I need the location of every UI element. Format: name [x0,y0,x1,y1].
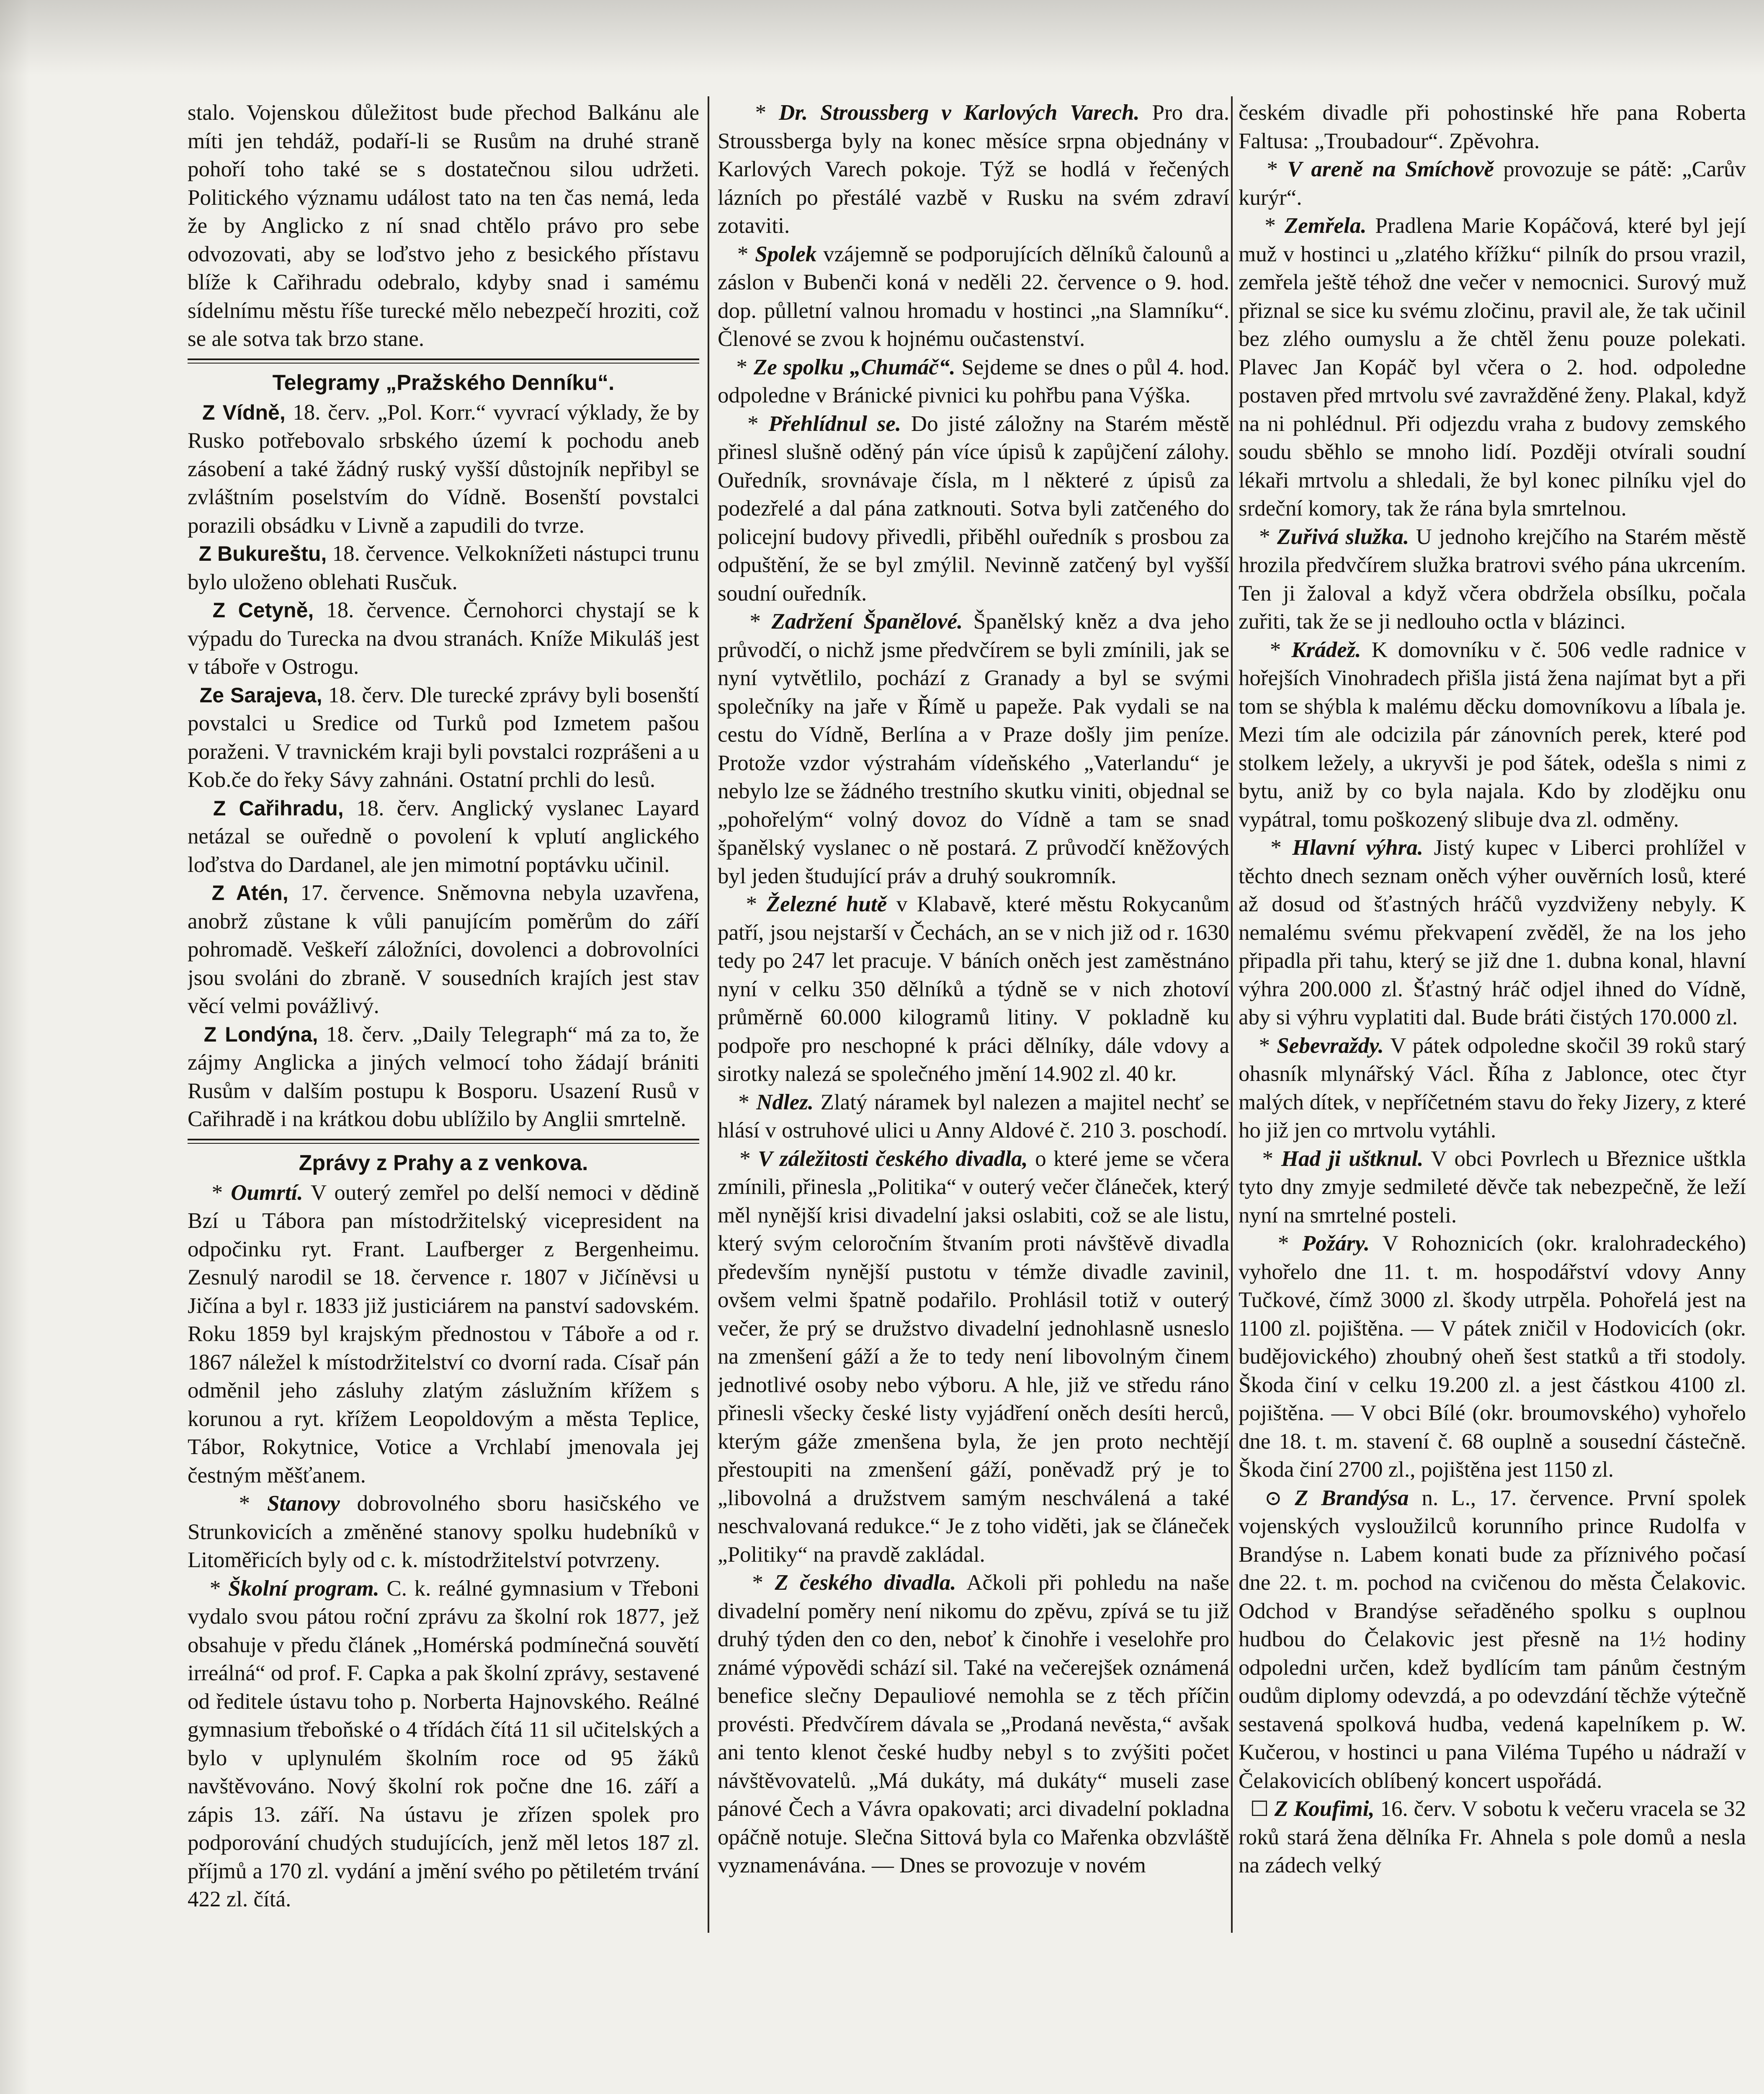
news-text: Pradlena Marie Kopáčová, které byl její muž v hostinci u „zlatého křížku“ pilník do prsou vrazil, zemřela ještě téhož dne večer v nemocnici. Surový muž přiznal se sice ku svému zločinu, pravil ale, že tak učinil bez zlého oumyslu a že chtěl ženu pouze polekati. Plavec Jan Kopáč byl včera o 2. hod. odpoledne postaven před mrtvolu své zavražděné ženy. Plakal, když na ni pohlédnul. Při odjezdu vraha z budovy zemského soudu sběhlo se mnoho lidí. Později otvírali soudní lékaři mrtvolu a shledali, že byl konec pilníku vjel do srdeční komory, tak že rána byla smrtelnou. [1239,214,1746,521]
telegram-item [188,1021,699,1134]
item-mark-icon: ⊙ [1264,1486,1295,1510]
news-item: * Požáry. V Rohoznicích (okr. kralohradeckého) vyhořelo dne 11. t. m. hospodářství vdovy Anny Tučkové, čímž 3000 zl. škody utrpěla. Pohořelá jest na 1100 zl. pojištěna. — V pátek zničil v Hodovicích (okr. budějovického) zhoubný oheň šest statků a tři stodoly. Škoda činí v celku 19.200 zl. a jest částkou 4100 zl. pojištěna. — V obci Bílé (okr. broumovského) vyhořelo dne 18. t. m. stavení č. 68 ouplně a sousední částečně. Škoda činí 2700 zl., pojištěna jest 1150 zl. [1239,1231,1746,1482]
news-item: * Zemřela. Pradlena Marie Kopáčová, které byl její muž v hostinci u „zlatého křížku“ pilník do prsou vrazil, zemřela ještě téhož dne večer v nemocnici. Surový muž přiznal se sice ku svému zločinu, pravil ale, že tak učinil bez zlého oumyslu a že chtěl ženu pouze polekati. Plavec Jan Kopáč byl včera o 2. hod. odpoledne postaven před mrtvolu své zavražděné ženy. Plakal, když na ni pohlédnul. Při odjezdu vraha z budovy zemského soudu sběhlo se mnoho lidí. Později otvírali soudní lékaři mrtvolu a shledali, že byl konec pilníku vjel do srdeční komory, tak že rána byla smrtelnou. [1239,214,1746,521]
news-item [1239,1484,1746,1795]
item-mark-icon: ☐ [1250,1797,1275,1821]
news-item: * Oumrtí. V outerý zemřel po delší nemoci v dědině Bzí u Tábora pan místodržitelský vicepresident na odpočinku ryt. Frant. Laufberger z Bergenheimu. Zesnulý narodil se 18. července r. 1807 v Jičíněvsi u Jičína a byl r. 1833 již justiciárem na panství sadovském. Roku 1859 byl krajským přednostou v Táboře a od r. 1867 náležel k místodržitelství co dvorní rada. Císař pán odměnil jeho zásluhy zlatým záslužním křížem s korunou a ryt. křížem Leopoldovým a města Teplice, Tábor, Rokytnice, Votice a Vrchlabí jmenovala jej čestným měšťanem. [188,1180,699,1488]
news-keyword: Stanovy [267,1491,340,1516]
column-divider-2 [1231,96,1233,1933]
news-keyword: Ndlez. [756,1090,814,1114]
news-text: V Rohoznicích (okr. kralohradeckého) vyhořelo dne 11. t. m. hospodářství vdovy Anny Tučkové, čímž 3000 zl. škody utrpěla. Pohořelá jest na 1100 zl. pojištěna. — V pátek zničil v Hodovicích (okr. budějovického) zhoubný oheň šest statků a tři stodoly. Škoda činí v celku 19.200 zl. a jest částkou 4100 zl. pojištěna. — V obci Bílé (okr. broumovského) vyhořelo dne 18. t. m. stavení č. 68 ouplně a sousední částečně. Škoda činí 2700 zl., pojištěna jest 1150 zl. [1239,1231,1746,1482]
news-text: Sejdeme se dnes o půl 4. hod. odpoledne v Bránické pivnici ku pohřbu pana Výška. [718,355,1229,407]
telegram-text: 18. července. Černohorci chystají se k výpadu do Turecka na dvou stranách. Kníže Mikuláš jest v táboře v Ostrogu. [188,598,699,679]
news-item: * Přehlídnul se. Do jisté záložny na Starém městě přinesl slušně oděný pán více úpisů k zapůjčení zálohy. Ouředník, srovnávaje čísla, m l některé z úpisů za podezřelé a dal pána zatknouti. Sotva byli zatčeného do policejní budovy přivedli, přiběhl ouředník s prosbou za odpuštění, že se byl zmýlil. Nevinně zatčený byl vyšší soudní ouředník. [718,411,1229,606]
news-text: vzájemně se podporujících dělníků čalounů a záslon v Bubenči koná v neděli 22. července o 9. hod. dop. půlletní valnou hromadu v hostinci „na Slamníku“. Členové se zvou k hojnému oučastenství. [718,242,1229,351]
news-list-col3 [1239,155,1746,1880]
news-text: Pro dra. Stroussberga byly na konec měsíce srpna objednány v Karlových Varech pokoje. Týž se hodlá v řečených lázních po přestálé vazbě v Rusku na svém zdraví zotaviti. [718,101,1229,238]
section-rule [188,1139,699,1144]
column-divider-1 [708,96,709,1933]
section-heading-telegrams: Telegramy „Pražského Denníku“. [272,370,615,395]
telegram-item [188,681,699,794]
intro-paragraph-col3: českém divadle při pohostinské hře pana Roberta Faltusa: „Troubadour“. Zpěvohra. [1239,101,1746,153]
column-1 [188,99,699,1933]
news-text: V pátek odpoledne skočil 39 roků starý ohasník mlynářský Václ. Říha z Jablonce, otec čtyr malých dítek, v nepříčetném stavu do řeky Jizery, z které ho již jen co mrtvolu vytáhli. [1239,1033,1746,1142]
news-keyword: Sebevraždy. [1277,1033,1384,1058]
news-keyword: Z českého divadla. [775,1570,956,1595]
telegram-item [188,794,699,879]
section-rule [188,358,699,364]
news-text: U jednoho krejčího na Starém městě hrozila předvčírem služka bratrovi svého pána ukrcením. Ten ji žaloval a když včera obdržela obsílku, počala zuřiti, tak že se ji nedlouho octla v blázinci. [1239,524,1746,634]
news-keyword: Had ji uštknul. [1281,1146,1424,1171]
telegram-text: 18. červ. „Daily Telegraph“ má za to, že zájmy Anglicka a jiných velmocí toho žádají brániti Rusům v dalším postupu k Bosporu. Usazení Rusů v Cařihradě i na krátkou dobu ublížilo by Anglii smrtelně. [188,1022,699,1131]
telegram-text: 18. červ. „Pol. Korr.“ vyvrací výklady, že by Rusko potřebovalo srbského území k pochodu aneb zásobení a také žádný ruský vyšší důstojník nepřibyl se zvláštním poselstvím do Vídně. Bosenští povstalci porazili obsádku v Livně a zapudili do tvrze. [188,400,699,538]
news-item: * Had ji uštknul. V obci Povrlech u Březnice uštkla tyto dny zmyje sedmileté děvče tak nebezpečně, že leží nyní na smrtelné posteli. [1239,1146,1746,1228]
news-keyword: Ze spolku „Chumáč“. [753,355,955,379]
news-keyword: Zuřivá služka. [1277,524,1409,549]
news-keyword: Zadržení Španělové. [771,609,963,634]
telegram-place: Z Londýna, [203,1022,318,1046]
news-keyword: Školní program. [228,1576,379,1601]
telegram-item [188,399,699,540]
news-item [1239,1795,1746,1880]
news-text: o které jeme se včera zmínili, přinesla „Politika“ v outerý večer článeček, který měl nynější krisi divadelní jaksi oslabiti, což se ale listu, který svým celoročním štvaním proti návštěvě divadla především nynější pustotu v témže divadle zavinil, ovšem velmi špatně podařilo. Prohlásil totiž v outerý večer, že prý se družstvo divadelní jednohlasně usneslo na zmenšení gáží a že to tedy není libovolným činem jednotlivé osoby nebo výboru. A hle, již ve středu ráno přinesli všecky české listy vyjádření oněch desíti herců, kterým gáže zmenšena byla, že jen proto nechtějí přestoupiti na zmenšení gáží, poněvadž prý je to „libovolná a družstvem samým neschválená a také neschvalovaná redukce.“ Je z toho viděti, jak se článeček „Politiky“ na pravdě zakládal. [718,1146,1229,1567]
telegram-text: 18. červ. Anglický vyslanec Layard netázal se ouředně o povolení k vplutí anglického loďstva do Dardanel, ale jen mimotní poptávku učinil. [188,796,699,877]
news-text: Zlatý náramek byl nalezen a majitel nechť se hlásí v ostruhové ulici u Anny Aldové č. 210 3. poschodí. [718,1090,1229,1142]
news-text: Ačkoli při pohledu na naše divadelní poměry není nikomu do zpěvu, zpívá se tu již druhý týden den co den, neboť k činohře i veselohře pro známé výpovědi schází sil. Také na večerejšek oznámená benefice slečny Depauliové nemohla se z těch příčin provésti. Předvčírem dávala se „Prodaná nevěsta,“ avšak ani tento klenot české hudby nebyl s to zvýšiti počet návštěvovatelů. „Má dukáty, má dukáty“ museli zase pánové Čech a Vávra opakovati; arci divadelní pokladna opáčně notuje. Slečna Sittová byla co Mařenka obzvláště vyznamenávána. — Dnes se provozuje v novém [718,1570,1229,1877]
news-keyword: Požáry. [1302,1231,1370,1256]
telegram-item [188,879,699,1021]
telegram-item [188,596,699,681]
telegram-text: 17. července. Sněmovna nebyla uzavřena, anobrž zůstane k vůli panujícím poměrům do září pohromadě. Veškeří záložníci, dovolenci a dobrovolníci jsou svoláni do zbraně. V sousedních krajích jest stav věcí velmi povážlivý. [188,881,699,1018]
news-item: * Ndlez. Zlatý náramek byl nalezen a majitel nechť se hlásí v ostruhové ulici u Anny Aldové č. 210 3. poschodí. [718,1090,1229,1142]
intro-paragraph: stalo. Vojenskou důležitost bude přechod Balkánu ale míti jen tehdáž, podaří-li se Rusům na druhé straně pohoří toho také se s dostatečnou silou udržeti. Politického významu událost tato na ten čas nemá, leda že by Anglicko z ní snad chtělo právo pro sebe odvozovati, aby se loďstvo jeho z besického přístavu blíže k Cařihradu odebralo, kdyby snad i samému sídelnímu městu říše turecké mělo nebezpečí hroziti, což se ale sotva tak brzo stane. [188,101,699,351]
news-text: V obci Povrlech u Březnice uštkla tyto dny zmyje sedmileté děvče tak nebezpečně, že leží nyní na smrtelné posteli. [1239,1146,1746,1228]
news-text: 16. červ. V sobotu k večeru vracela se 32 roků stará žena dělníka Fr. Ahnela s pole domů a nesla na zádech velký [1239,1797,1746,1877]
scan-shadow-top [0,0,1764,75]
news-item: * Zadržení Španělové. Španělský kněz a dva jeho průvodčí, o nichž jsme předvčírem se byli zmínili, jak se nyní vytvětlilo, pochází z Granady a byl se svými společníky na jaře v Římě u papeže. Pak vydali se na cestu do Vídně, Berlína a v Praze došly jim peníze. Protože vzdor výstrahám vídeňského „Vaterlandu“ je nebylo lze se žádného trestního skutku viniti, objednal se „pohořelým“ volný dovoz do Vídně a tam se snad španělský vyslanec o ně postará. Z průvodčí kněžových byl jeden študující práv a druhý soukromník. [718,609,1229,888]
news-item: * Z českého divadla. Ačkoli při pohledu na naše divadelní poměry není nikomu do zpěvu, zpívá se tu již druhý týden den co den, neboť k činohře i veselohře pro známé výpovědi schází sil. Také na večerejšek oznámená benefice slečny Depauliové nemohla se z těch příčin provésti. Předvčírem dávala se „Prodaná nevěsta,“ avšak ani tento klenot české hudby nebyl s to zvýšiti počet návštěvovatelů. „Má dukáty, má dukáty“ museli zase pánové Čech a Vávra opakovati; arci divadelní pokladna opáčně notuje. Slečna Sittová byla co Mařenka obzvláště vyznamenávána. — Dnes se provozuje v novém [718,1570,1229,1877]
telegram-item [188,540,699,596]
news-text: V outerý zemřel po delší nemoci v dědině Bzí u Tábora pan místodržitelský vicepresident na odpočinku ryt. Frant. Laufberger z Bergenheimu. Zesnulý narodil se 18. července r. 1807 v Jičíněvsi u Jičína a byl r. 1833 již justiciárem na panství sadovském. Roku 1859 byl krajským přednostou v Táboře a od r. 1867 náležel k místodržitelství co dvorní rada. Císař pán odměnil jeho zásluhy zlatým záslužním křížem s korunou a ryt. křížem Leopoldovým a města Teplice, Tábor, Rokytnice, Votice a Vrchlabí jmenovala jej čestným měšťanem. [188,1180,699,1488]
news-keyword: Z Koufimi, [1274,1797,1375,1821]
news-text: Jistý kupec v Liberci prohlížel v těchto dnech seznam oněch výher ouvěrních losů, které až dosud od šťastných hráčů vyzdviženy nebyly. K nemalému svému překvapení zvěděl, že na los jeho připadla při tahu, který se již dne 1. dubna konal, hlavní výhra 200.000 zl. Šťastný hráč odjel ihned do Vídně, aby si výhru vyplatiti dal. Bude bráti čistých 170.000 zl. [1239,836,1746,1029]
telegram-text: 18. červ. Dle turecké zprávy byli bosenští povstalci u Sredice od Turků pod Izmetem pašou poraženi. V travnickém kraji byli povstalci rozprášeni a u Kob.če do řeky Sávy zahnáni. Ostatní prchli do lesů. [188,683,699,792]
news-keyword: Spolek [755,242,817,266]
news-keyword: Z Brandýsa [1295,1485,1409,1510]
news-text: Španělský kněz a dva jeho průvodčí, o nichž jsme předvčírem se byli zmínili, jak se nyní vytvětlilo, pochází z Granady a byl se svými společníky na jaře v Římě u papeže. Pak vydali se na cestu do Vídně, Berlína a v Praze došly jim peníze. Protože vzdor výstrahám vídeňského „Vaterlandu“ je nebylo lze se žádného trestního skutku viniti, objednal se „pohořelým“ volný dovoz do Vídně a tam se snad španělský vyslanec o ně postará. Z průvodčí kněžových byl jeden študující práv a druhý soukromník. [718,609,1229,888]
telegram-place: Z Bukureštu, [198,542,327,565]
news-item: * V areně na Smíchově provozuje se pátě: „Carův kurýr“. [1239,157,1746,210]
news-keyword: Oumrtí. [231,1180,303,1205]
news-item: * Zuřivá služka. U jednoho krejčího na Starém městě hrozila předvčírem služka bratrovi svého pána ukrcením. Ten ji žaloval a když včera obdržela obsílku, počala zuřiti, tak že se ji nedlouho octla v blázinci. [1239,524,1746,634]
telegram-list [188,399,699,1134]
news-keyword: Železné hutě [766,892,887,916]
news-list-col1 [188,1179,699,1914]
news-text: C. k. reálné gymnasium v Třeboni vydalo svou pátou roční zprávu za školní rok 1877, jež obsahuje v předu článek „Homérská podmínečná souvětí irreálná“ od prof. F. Capka a pak školní zprávy, sestavené od ředitele ústavu toho p. Norberta Hajnovského. Reálné gymnasium třeboňské o 4 třídách čítá 11 sil učitelských a bylo v uplynulém školním roce od 95 žáků navštěvováno. Nový školní rok počne dne 16. září a zápis 13. září. Na ústavu je zřízen spolek pro podporování chudých studujících, jenž měl letos 187 zl. příjmů a 170 zl. vydání a jmění svého po pětiletém trvání 422 zl. čítá. [188,1576,699,1911]
news-text: dobrovolného sboru hasičského ve Strunkovicích a změněné stanovy spolku hudebníků v Litoměřicích byly od c. k. místodržitelství potvrzeny. [188,1491,699,1572]
telegram-place: Z Cetyně, [212,598,314,622]
column-2 [718,99,1229,1933]
news-keyword: Zemřela. [1284,214,1367,238]
news-keyword: Přehlídnul se. [768,411,901,436]
telegram-place: Z Cařihradu, [213,796,344,820]
news-text: v Klabavě, které městu Rokycanům patří, jsou nejstarší v Čechách, an se v nich již od r. 1630 tedy po 247 let pracuje. V báních oněch jest zaměstnáno nyní v celku 350 dělníků a týdně se v nich zhotoví průměrně 60.000 kilogramů litiny. V pokladně ku podpoře pro neschopné k práci dělníky, dále vdovy a sirotky nalezá se společného jmění 14.902 zl. 40 kr. [718,892,1229,1086]
news-keyword: Krádež. [1291,637,1361,662]
telegram-place: Z Atén, [211,881,288,905]
news-keyword: V záležitosti českého divadla, [758,1146,1028,1171]
news-keyword: V areně na Smíchově [1287,157,1494,181]
telegram-place: Z Vídně, [202,400,286,424]
news-keyword: Hlavní výhra. [1292,836,1423,860]
section-heading-news: Zprávy z Prahy a z venkova. [299,1150,588,1175]
news-item: * Ze spolku „Chumáč“. Sejdeme se dnes o půl 4. hod. odpoledne v Bránické pivnici ku pohřbu pana Výška. [718,355,1229,407]
news-item: * Krádež. K domovníku v č. 506 vedle radnice v hořejších Vinohradech přišla jistá žena najímat byt a při tom se shýbla k malému děcku domovníkovu a líbala je. Mezi tím ale odcizila pár zánovních perek, které pod stolkem ležely, a ukryvši je pod šátek, odešla s nimi z bytu, aniž by co byla najala. Kdo by zlodějku onu vypátral, tomu poškozený slibuje dva zl. odměny. [1239,637,1746,832]
news-text: K domovníku v č. 506 vedle radnice v hořejších Vinohradech přišla jistá žena najímat byt a při tom se shýbla k malému děcku domovníkovu a líbala je. Mezi tím ale odcizila pár zánovních perek, které pod stolkem ležely, a ukryvši je pod šátek, odešla s nimi z bytu, aniž by co byla najala. Kdo by zlodějku onu vypátral, tomu poškozený slibuje dva zl. odměny. [1239,637,1746,832]
news-text: n. L., 17. července. První spolek vojenských vysloužilců korunního prince Rudolfa v Brandýse n. Labem konati bude za příznivého počasí dne 22. t. m. pochod na cvičenou do města Čelakovic. Odchod v Brandýse seřaděného spolku s ouplnou hudbou do Čelakovic jest přesně na 1½ hodiny odpoledni určen, kdež bydlícím tam pánům čestným oudům diplomy odevzdá, a po odevzdání těchže výtečně sestavená spolková hudba, vedená kapelníkem p. W. Kučerou, v hostinci u pana Viléma Tupého u nádraží v Čelakovicích oblíbený koncert uspořádá. [1239,1485,1746,1793]
news-item: * Sebevraždy. V pátek odpoledne skočil 39 roků starý ohasník mlynářský Václ. Říha z Jablonce, otec čtyr malých dítek, v nepříčetném stavu do řeky Jizery, z které ho již jen co mrtvolu vytáhli. [1239,1033,1746,1142]
news-text: provozuje se pátě: „Carův kurýr“. [1239,157,1746,210]
news-item: * Spolek vzájemně se podporujících dělníků čalounů a záslon v Bubenči koná v neděli 22. července o 9. hod. dop. půlletní valnou hromadu v hostinci „na Slamníku“. Členové se zvou k hojnému oučastenství. [718,242,1229,351]
column-3 [1239,99,1746,1933]
news-item: * Železné hutě v Klabavě, které městu Rokycanům patří, jsou nejstarší v Čechách, an se v nich již od r. 1630 tedy po 247 let pracuje. V báních oněch jest zaměstnáno nyní v celku 350 dělníků a týdně se v nich zhotoví průměrně 60.000 kilogramů litiny. V pokladně ku podpoře pro neschopné k práci dělníky, dále vdovy a sirotky nalezá se společného jmění 14.902 zl. 40 kr. [718,892,1229,1086]
news-item: * V záležitosti českého divadla, o které jeme se včera zmínili, přinesla „Politika“ v outerý večer článeček, který měl nynější krisi divadelní jaksi oslabiti, což se ale listu, který svým celoročním štvaním proti návštěvě divadla především nynější pustotu v témže divadle zavinil, ovšem velmi špatně podařilo. Prohlásil totiž v outerý večer, že prý se družstvo divadelní jednohlasně usneslo na zmenšení gáží a že to tedy není libovolným činem jednotlivé osoby nebo výboru. A hle, již ve středu ráno přinesli všecky české listy vyjádření oněch desíti herců, kterým gáže zmenšena byla, že jen proto nechtějí přestoupiti na zmenšení gáží, poněvadž prý je to „libovolná a družstvem samým neschválená a také neschvalovaná redukce.“ Je z toho viděti, jak se článeček „Politiky“ na pravdě zakládal. [718,1146,1229,1567]
news-keyword: Dr. Stroussberg v Karlových Varech. [779,101,1140,125]
news-item: * Školní program. C. k. reálné gymnasium v Třeboni vydalo svou pátou roční zprávu za školní rok 1877, jež obsahuje v předu článek „Homérská podmínečná souvětí irreálná“ od prof. F. Capka a pak školní zprávy, sestavené od ředitele ústavu toho p. Norberta Hajnovského. Reálné gymnasium třeboňské o 4 třídách čítá 11 sil učitelských a bylo v uplynulém školním roce od 95 žáků navštěvováno. Nový školní rok počne dne 16. září a zápis 13. září. Na ústavu je zřízen spolek pro podporování chudých studujících, jenž měl letos 187 zl. příjmů a 170 zl. vydání a jmění svého po pětiletém trvání 422 zl. čítá. [188,1576,699,1911]
news-text: Do jisté záložny na Starém městě přinesl slušně oděný pán více úpisů k zapůjčení zálohy. Ouředník, srovnávaje čísla, m l některé z úpisů za podezřelé a dal pána zatknouti. Sotva byli zatčeného do policejní budovy přivedli, přiběhl ouředník s prosbou za odpuštění, že se byl zmýlil. Nevinně zatčený byl vyšší soudní ouředník. [718,411,1229,606]
telegram-text: 18. července. Velkoknížeti nástupci trunu bylo uloženo oblehati Rusčuk. [188,542,699,594]
news-item: * Dr. Stroussberg v Karlových Varech. Pro dra. Stroussberga byly na konec měsíce srpna objednány v Karlových Varech pokoje. Týž se hodlá v řečených lázních po přestálé vazbě v Rusku na svém zdraví zotaviti. [718,101,1229,238]
news-item: * Stanovy dobrovolného sboru hasičského ve Strunkovicích a změněné stanovy spolku hudebníků v Litoměřicích byly od c. k. místodržitelství potvrzeny. [188,1491,699,1572]
scan-shadow-left [0,0,29,2094]
news-item: * Hlavní výhra. Jistý kupec v Liberci prohlížel v těchto dnech seznam oněch výher ouvěrních losů, které až dosud od šťastných hráčů vyzdviženy nebyly. K nemalému svému překvapení zvěděl, že na los jeho připadla při tahu, který se již dne 1. dubna konal, hlavní výhra 200.000 zl. Šťastný hráč odjel ihned do Vídně, aby si výhru vyplatiti dal. Bude bráti čistých 170.000 zl. [1239,836,1746,1029]
telegram-place: Ze Sarajeva, [199,683,322,707]
news-list-col2 [718,99,1229,1880]
